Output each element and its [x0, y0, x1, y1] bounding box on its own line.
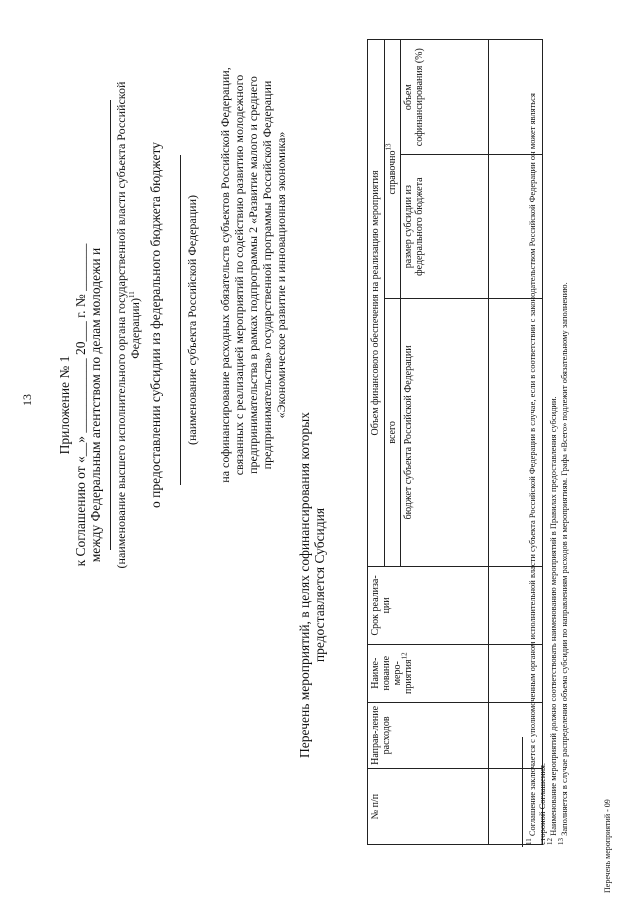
header-name — [368, 644, 489, 702]
header-period: Срок реализа-ции — [368, 566, 489, 644]
footnote-text: Наименование мероприятий должно соответствовать наименованию мероприятий в Правилах предоставления субсидии. — [548, 396, 558, 836]
caption-executive — [114, 80, 142, 570]
footnote-separator — [522, 737, 523, 847]
footnote-text: Соглашение заключается с уполномоченным органом исполнительной власти субъекта Российской Федерации в случае, если в соответствии с законодательством Российской Федерации он может являться стороной Соглашения. — [527, 93, 547, 845]
about-line: о предоставлении субсидии из федерального бюджета бюджету — [148, 142, 163, 508]
between-line: между Федеральным агентством по делам молодежи и — [88, 247, 103, 563]
header-cofinancing: объем софинансирования (%) — [401, 40, 489, 155]
header-total: всего — [384, 298, 401, 566]
underline — [180, 155, 181, 485]
appendix-title: Приложение № 1 — [57, 355, 72, 455]
underline — [110, 100, 111, 550]
page-footer: Перечень мероприятий - 09 — [603, 799, 612, 893]
footnote-ref-11: 11 — [128, 291, 136, 299]
header-subsidy: размер субсидии из федерального бюджета — [401, 155, 489, 299]
caption-region: (наименование субъекта Российской Федерации) — [185, 194, 199, 446]
footnote-ref-12: 12 — [400, 652, 409, 660]
header-funding: Объем финансового обеспечения на реализацию мероприятия — [368, 40, 385, 567]
page-number: 13 — [20, 394, 34, 406]
footnote-text: Заполняется в случае распределения объема субсидии по направлениям расходов и мероприятиям. Графа «Всего» подлежит обязательному заполнению. — [559, 282, 569, 836]
footnote-12 — [548, 65, 558, 845]
footnote-mark: 11 — [525, 838, 534, 845]
header-reference — [384, 40, 401, 299]
footnote-ref-13: 13 — [384, 143, 393, 151]
footnote-mark: 13 — [557, 838, 566, 845]
header-number: № п/п — [368, 769, 489, 845]
purpose-text: на софинансирование расходных обязательств субъектов Российской Федерации, связанных с реализацией мероприятий по содействию развитию молодежного предпринимательства в рамках подпрограммы 2 «Развитие малого и среднего предпринимательства» государственной программы Российской Федерации «Экономическое развитие и инновационная экономика» — [218, 67, 288, 483]
caption-executive-text: (наименование высшего исполнительного органа государственной власти субъекта Российской Федерации) — [114, 81, 142, 569]
list-title: Перечень мероприятий, в целях софинансирования которых предоставляется Субсидия — [297, 412, 327, 758]
footnote-11 — [527, 65, 547, 845]
header-region-budget: бюджет субъекта Российской Федерации — [401, 298, 489, 566]
measures-table — [367, 39, 543, 845]
footnote-mark: 12 — [546, 838, 555, 845]
header-direction: Направ-ление расходов — [368, 702, 489, 769]
footnote-13 — [559, 65, 569, 845]
header-name-text: Наиме-нование меро-приятия — [370, 655, 414, 695]
agreement-line: к Соглашению от «__» ___________ 20___ г. № _______ — [73, 243, 88, 567]
header-reference-text: справочно — [386, 150, 398, 195]
